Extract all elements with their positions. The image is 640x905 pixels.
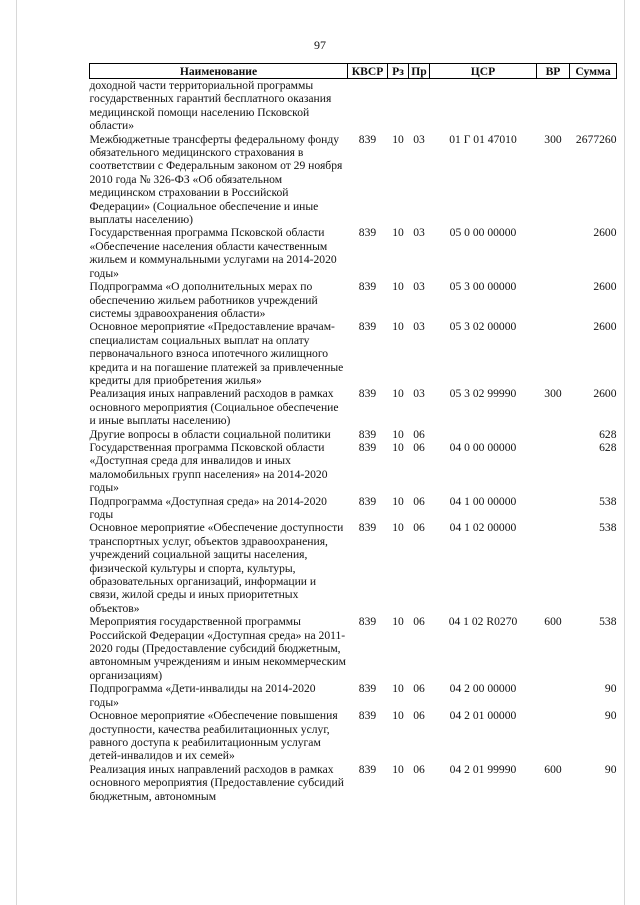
table-row: [90, 226, 617, 280]
row-csr-cell: 04 1 02 00000: [449, 521, 517, 535]
row-vr-cell: [537, 441, 570, 495]
table-row: [90, 682, 617, 709]
row-kvsr-cell: 839: [358, 762, 377, 776]
row-vr-cell: 600: [544, 762, 562, 776]
row-vr-cell: [537, 226, 570, 280]
row-pr-cell: 03: [413, 226, 425, 240]
row-name-cell: Основное мероприятие «Предоставление врачам-специалистам социальных выплат на оплату первоначального взноса ипотечного жилищного кредита и на погашение платежей за привлеченные кредиты для приобретения жилья»: [89, 320, 344, 387]
row-sum-cell: 628: [599, 440, 617, 454]
table-row: [90, 133, 617, 227]
row-sum-cell: 90: [604, 762, 617, 776]
row-vr-cell: [537, 521, 570, 615]
row-csr-cell: 05 3 02 00000: [449, 320, 517, 334]
row-kvsr-cell: [348, 79, 388, 133]
row-kvsr-cell: 839: [358, 320, 377, 334]
table-row: [90, 521, 617, 615]
row-sum-cell: 90: [604, 709, 617, 723]
row-pr-cell: 06: [413, 521, 425, 535]
row-csr-cell: 01 Г 01 47010: [449, 132, 517, 146]
table-header-row: [90, 64, 617, 79]
row-pr-cell: 03: [413, 132, 425, 146]
left-scan-margin: [16, 0, 17, 905]
row-vr-cell: 600: [544, 615, 562, 629]
header-rz: Рз: [388, 64, 409, 79]
row-pr-cell: 03: [413, 387, 425, 401]
row-kvsr-cell: 839: [358, 682, 377, 696]
header-pr: Пр: [409, 64, 430, 79]
table-row: [90, 280, 617, 320]
table-row: [90, 79, 617, 133]
row-csr-cell: 05 0 00 00000: [449, 226, 517, 240]
row-rz-cell: 10: [392, 682, 404, 696]
row-kvsr-cell: 839: [358, 709, 377, 723]
row-pr-cell: 06: [413, 615, 425, 629]
header-name: Наименование: [90, 64, 348, 79]
row-rz-cell: 10: [392, 387, 404, 401]
row-kvsr-cell: 839: [358, 387, 377, 401]
row-name-cell: Межбюджетные трансферты федеральному фонду обязательного медицинского страхования в соответствии с Федеральным законом от 29 ноября 2010 года № 326-ФЗ «Об обязательном медицинском страховании в Российской Федерации» (Социальное обеспечение и иные выплаты населению): [89, 132, 343, 227]
table-row: [90, 387, 617, 427]
row-vr-cell: [537, 682, 570, 709]
row-rz-cell: 10: [392, 709, 404, 723]
row-rz-cell: 10: [392, 427, 404, 441]
page-number: 97: [314, 38, 326, 52]
row-csr-cell: 05 3 02 99990: [449, 387, 517, 401]
row-sum-cell: 538: [599, 615, 617, 629]
row-sum-cell: [570, 79, 617, 133]
row-vr-cell: [537, 428, 570, 441]
row-vr-cell: 300: [544, 132, 562, 146]
row-name-cell: доходной части территориальной программы государственных гарантий бесплатного оказания медицинской помощи населению Псковской области»: [89, 79, 332, 133]
row-rz-cell: 10: [392, 521, 404, 535]
row-vr-cell: [537, 495, 570, 522]
row-pr-cell: 06: [413, 440, 425, 454]
row-vr-cell: 300: [544, 387, 562, 401]
row-kvsr-cell: 839: [358, 132, 377, 146]
row-sum-cell: 2600: [593, 320, 617, 334]
row-csr-cell: [430, 79, 537, 133]
row-sum-cell: 90: [604, 682, 617, 696]
table-row: [90, 428, 617, 441]
right-scan-margin: [624, 0, 625, 905]
row-name-cell: Основное мероприятие «Обеспечение доступности транспортных услуг, объектов здравоохранения, учреждений социальной защиты населения, физической культуры и спорта, культуры, образовательных организаций, информации и связи, жилой среды и иных приоритетных объектов»: [89, 521, 344, 615]
row-name-cell: Подпрограмма «Доступная среда» на 2014-2020 годы: [89, 494, 327, 521]
row-csr-cell: 04 0 00 00000: [449, 440, 517, 454]
row-kvsr-cell: 839: [358, 427, 377, 441]
row-name-cell: Реализация иных направлений расходов в рамках основного мероприятия (Предоставление субсидий бюджетным, автономным: [89, 762, 344, 803]
table-row: [90, 320, 617, 387]
row-csr-cell: [430, 428, 537, 441]
row-name-cell: Подпрограмма «Дети-инвалиды на 2014-2020 годы»: [89, 682, 316, 709]
row-pr-cell: 06: [413, 762, 425, 776]
row-csr-cell: 04 2 01 99990: [449, 762, 517, 776]
row-rz-cell: 10: [392, 320, 404, 334]
row-kvsr-cell: 839: [358, 521, 377, 535]
row-pr-cell: [409, 79, 430, 133]
row-csr-cell: 04 2 01 00000: [449, 709, 517, 723]
row-rz-cell: 10: [392, 440, 404, 454]
row-kvsr-cell: 839: [358, 280, 377, 294]
row-sum-cell: 2600: [593, 226, 617, 240]
header-csr: ЦСР: [430, 64, 537, 79]
row-pr-cell: 06: [413, 682, 425, 696]
table-row: [90, 709, 617, 763]
row-sum-cell: 538: [599, 521, 617, 535]
table-row: [90, 495, 617, 522]
row-vr-cell: [537, 79, 570, 133]
header-kvsr: КВСР: [348, 64, 388, 79]
row-pr-cell: 03: [413, 320, 425, 334]
row-name-cell: Государственная программа Псковской области «Доступная среда для инвалидов и иных маломобильных групп населения» на 2014-2020 годы»: [89, 440, 328, 495]
row-vr-cell: [537, 320, 570, 387]
table-row: [90, 441, 617, 495]
row-csr-cell: 04 2 00 00000: [449, 682, 517, 696]
row-vr-cell: [537, 709, 570, 763]
row-csr-cell: 04 1 02 R0270: [448, 615, 518, 629]
row-csr-cell: 04 1 00 00000: [449, 494, 517, 508]
table-row: [90, 615, 617, 682]
row-name-cell: Государственная программа Псковской области «Обеспечение населения области качественным жильем и коммунальными услугами на 2014-2020 годы»: [89, 226, 337, 280]
row-rz-cell: 10: [392, 762, 404, 776]
table-row: [90, 763, 617, 803]
row-pr-cell: 06: [413, 709, 425, 723]
row-sum-cell: 2677260: [575, 132, 617, 146]
header-sum: Сумма: [570, 64, 617, 79]
budget-table: [89, 63, 617, 803]
row-name-cell: Подпрограмма «О дополнительных мерах по обеспечению жильем работников учреждений системы здравоохранения области»: [89, 280, 318, 320]
row-sum-cell: 628: [599, 427, 617, 441]
row-kvsr-cell: 839: [358, 440, 377, 454]
row-sum-cell: 2600: [593, 280, 617, 294]
row-vr-cell: [537, 280, 570, 320]
row-name-cell: Мероприятия государственной программы Российской Федерации «Доступная среда» на 2011-2020 годы (Предоставление субсидий бюджетным, автономным учреждениям и иным некоммерческим организациям): [89, 615, 346, 682]
row-name-cell: Основное мероприятие «Обеспечение повышения доступности, качества реабилитационных услуг, равного доступа к реабилитационным услугам детей-инвалидов и их семей»: [89, 709, 338, 763]
row-kvsr-cell: 839: [358, 226, 377, 240]
row-rz-cell: [388, 79, 409, 133]
row-rz-cell: 10: [392, 615, 404, 629]
row-name-cell: Другие вопросы в области социальной политики: [89, 427, 331, 441]
row-sum-cell: 538: [599, 494, 617, 508]
row-name-cell: Реализация иных направлений расходов в рамках основного мероприятия (Социальное обеспечение и иные выплаты населению): [89, 387, 339, 428]
row-pr-cell: 03: [413, 280, 425, 294]
row-kvsr-cell: 839: [358, 615, 377, 629]
row-rz-cell: 10: [392, 280, 404, 294]
row-sum-cell: 2600: [593, 387, 617, 401]
header-vr: ВР: [537, 64, 570, 79]
row-rz-cell: 10: [392, 494, 404, 508]
row-csr-cell: 05 3 00 00000: [449, 280, 517, 294]
row-kvsr-cell: 839: [358, 494, 377, 508]
row-pr-cell: 06: [413, 427, 425, 441]
row-rz-cell: 10: [392, 132, 404, 146]
row-rz-cell: 10: [392, 226, 404, 240]
row-pr-cell: 06: [413, 494, 425, 508]
table-body: [90, 79, 617, 803]
